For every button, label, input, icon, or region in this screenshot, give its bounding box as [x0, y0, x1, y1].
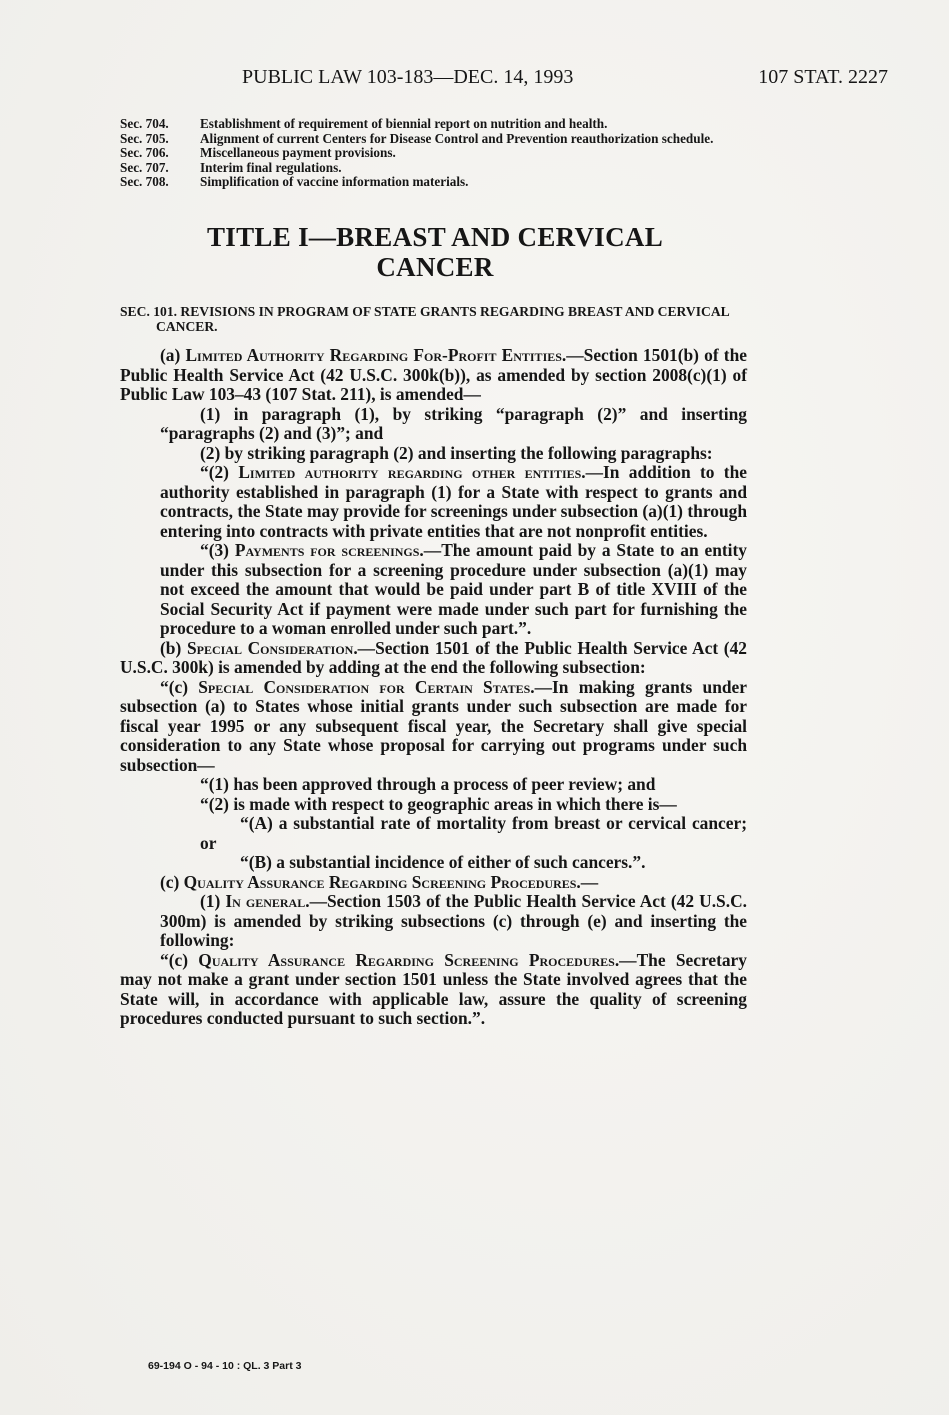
subsection-c: (c) Quality Assurance Regarding Screening Procedures.—	[160, 871, 599, 892]
header-stat-page: 107 STAT. 2227	[758, 66, 888, 88]
clause-2-items	[120, 814, 747, 873]
paragraph-2: (2) by striking paragraph (2) and inserting the following paragraphs:	[200, 442, 713, 463]
quoted-subsection-c: “(c) Special Consideration for Certain States.—In making grants under subsection (a) to States whose initial grants under such subsection are made for fiscal year 1995 or any subsequent fiscal year, the Secretary shall give special consideration to any State whose proposal for carrying out programs under such subsection—	[120, 676, 747, 775]
title-heading: TITLE I—BREAST AND CERVICAL CANCER	[206, 222, 664, 282]
subsection-a: (a) Limited Authority Regarding For-Profit Entities.—Section 1501(b) of the Public Health Service Act (42 U.S.C. 300k(b)), as amended by section 2008(c)(1) of Public Law 103–43 (107 Stat. 211), is amended—	[120, 345, 747, 404]
toc-item: Sec. 706. Miscellaneous payment provisions.	[120, 145, 396, 160]
header-law-citation: PUBLIC LAW 103-183—DEC. 14, 1993	[242, 66, 574, 88]
subsection-b: (b) Special Consideration.—Section 1501 of the Public Health Service Act (42 U.S.C. 300k) is amended by adding at the end the following subsection:	[120, 637, 747, 677]
clause-A: “(A) a substantial rate of mortality from breast or cervical cancer; or	[200, 813, 747, 853]
clause-1: “(1) has been approved through a process of peer review; and	[200, 774, 656, 794]
toc-item: Sec. 705. Alignment of current Centers for Disease Control and Prevention reauthorization schedule.	[120, 130, 714, 146]
quoted-paragraph-2: “(2) Limited authority regarding other entities.—In addition to the authority established in paragraph (1) for a State with respect to grants and contracts, the State may provide for screenings under subsection (a)(1) through entering into contracts with private entities that are not nonprofit entities.	[160, 462, 747, 541]
body-text	[120, 304, 747, 1029]
subsection-a-items	[120, 405, 747, 639]
toc-item: Sec. 708. Simplification of vaccine information materials.	[120, 174, 469, 189]
paragraph-1: (1) in paragraph (1), by striking “paragraph (2)” and inserting “paragraphs (2) and (3)”; and	[160, 403, 747, 443]
toc-item: Sec. 704. Establishment of requirement of biennial report on nutrition and health.	[120, 116, 608, 131]
clause-B: “(B) a substantial incidence of either of such cancers.”.	[240, 852, 646, 872]
print-footer: 69-194 O - 94 - 10 : QL. 3 Part 3	[148, 1360, 302, 1372]
section-heading: SEC. 101. REVISIONS IN PROGRAM OF STATE GRANTS REGARDING BREAST AND CERVICAL CANCER.	[120, 304, 729, 334]
clause-2: “(2) is made with respect to geographic areas in which there is—	[200, 793, 677, 814]
toc-item: Sec. 707. Interim final regulations.	[120, 159, 342, 175]
quoted-subsection-c-items	[120, 775, 747, 814]
quoted-quality-assurance: “(c) Quality Assurance Regarding Screening Procedures.—The Secretary may not make a grant under section 1501 unless the State involved agrees that the State will, in accordance with applicable law, assure the quality of screening procedures conducted pursuant to such section.”.	[120, 949, 747, 1028]
subsection-c-items	[120, 892, 747, 951]
quoted-paragraph-3: “(3) Payments for screenings.—The amount paid by a State to an entity under this subsection for a screening procedure under subsection (a)(1) may not exceed the amount that would be paid under part B of title XVIII of the Social Security Act if payment were made under such part for furnishing the procedure to a woman enrolled under such part.”.	[160, 540, 747, 638]
paragraph-1-in-general: (1) In general.—Section 1503 of the Public Health Service Act (42 U.S.C. 300m) is amended by striking subsections (c) through (e) and inserting the following:	[160, 891, 747, 950]
table-of-contents	[120, 117, 750, 190]
